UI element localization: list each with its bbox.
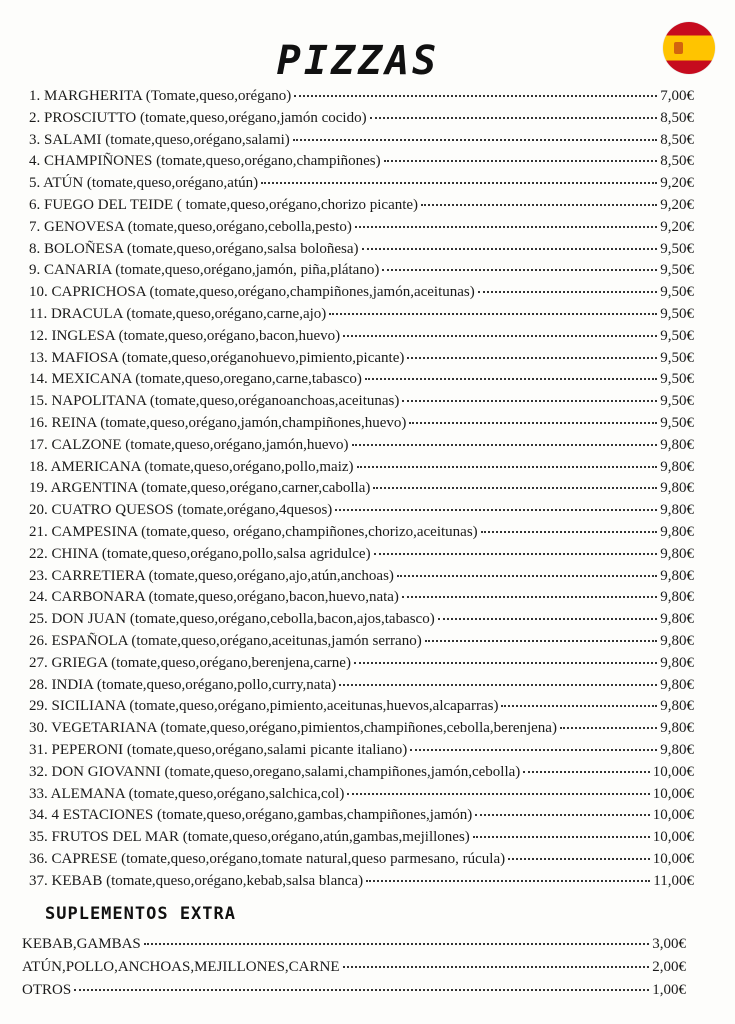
item-price: 10,00€ (652, 807, 694, 824)
dot-leader (294, 95, 657, 97)
menu-item (29, 653, 694, 675)
dot-leader (366, 880, 650, 882)
dot-leader (293, 139, 657, 141)
item-label: 22. CHINA (tomate,queso,orégano,pollo,salsa agridulce) (29, 545, 371, 562)
menu-item (29, 369, 694, 391)
menu-item (29, 587, 694, 609)
item-price: 9,80€ (660, 676, 694, 693)
item-price: 10,00€ (652, 763, 694, 780)
dot-leader (508, 858, 650, 860)
dot-leader (357, 466, 658, 468)
dot-leader (481, 531, 658, 533)
menu-item (29, 696, 694, 718)
item-price: 10,00€ (652, 785, 694, 802)
item-price: 9,80€ (660, 567, 694, 584)
item-label: 17. CALZONE (tomate,queso,orégano,jamón,huevo) (29, 436, 349, 453)
item-label: ATÚN,POLLO,ANCHOAS,MEJILLONES,CARNE (22, 959, 340, 975)
item-price: 1,00€ (652, 982, 686, 998)
item-label: 1. MARGHERITA (Tomate,queso,orégano) (29, 88, 292, 104)
dot-leader (409, 422, 657, 424)
spain-flag-icon (663, 22, 715, 74)
menu-item (29, 675, 694, 697)
dot-leader (438, 618, 658, 620)
menu-item (29, 762, 694, 784)
menu-item (29, 827, 694, 849)
item-label: 33. ALEMANA (tomate,queso,orégano,salchica,col) (29, 785, 345, 802)
supplements-heading: SUPLEMENTOS EXTRA (45, 904, 236, 924)
item-label: 30. VEGETARIANA (tomate,queso,orégano,pimientos,champiñones,cebolla,berenjena) (29, 720, 557, 737)
item-price: 9,50€ (660, 414, 694, 431)
menu-item (29, 86, 694, 108)
item-price: 9,80€ (660, 741, 694, 758)
item-label: 31. PEPERONI (tomate,queso,orégano,salami picante italiano) (29, 741, 408, 758)
item-label: 23. CARRETIERA (tomate,queso,orégano,ajo,atún,anchoas) (29, 567, 394, 584)
item-price: 9,80€ (660, 654, 694, 671)
item-price: 9,50€ (660, 284, 694, 301)
dot-leader (354, 662, 657, 664)
dot-leader (478, 291, 657, 293)
item-label: 36. CAPRESE (tomate,queso,orégano,tomate natural,queso parmesano, rúcula) (29, 850, 506, 867)
dot-leader (374, 553, 658, 555)
menu-item (22, 956, 686, 979)
dot-leader (370, 117, 658, 119)
item-price: 9,80€ (660, 698, 694, 715)
item-price: 8,50€ (660, 131, 694, 148)
dot-leader (402, 596, 657, 598)
menu-item (29, 849, 694, 871)
dot-leader (343, 966, 650, 968)
menu-item (29, 566, 694, 588)
item-label: 27. GRIEGA (tomate,queso,orégano,berenjena,carne) (29, 654, 351, 671)
dot-leader (410, 749, 657, 751)
item-price: 9,80€ (660, 436, 694, 453)
menu-item (29, 805, 694, 827)
item-price: 9,80€ (660, 523, 694, 540)
item-price: 10,00€ (652, 829, 694, 846)
dot-leader (384, 160, 658, 162)
item-label: 20. CUATRO QUESOS (tomate,orégano,4quesos) (29, 502, 333, 519)
dot-leader (421, 204, 657, 206)
item-label: 14. MEXICANA (tomate,queso,oregano,carne,tabasco) (29, 371, 362, 388)
dot-leader (560, 727, 657, 729)
item-price: 9,80€ (660, 611, 694, 628)
item-label: OTROS (22, 982, 72, 998)
item-label: 7. GENOVESA (tomate,queso,orégano,cebolla,pesto) (29, 218, 352, 235)
item-label: 29. SICILIANA (tomate,queso,orégano,pimiento,aceitunas,huevos,alcaparras) (29, 698, 499, 715)
dot-leader (473, 836, 650, 838)
menu-item (29, 173, 694, 195)
dot-leader (74, 989, 649, 991)
item-price: 9,20€ (660, 218, 694, 235)
item-label: 9. CANARIA (tomate,queso,orégano,jamón, piña,plátano) (29, 262, 380, 279)
menu-item (29, 130, 694, 152)
pizza-list (29, 86, 694, 892)
item-price: 9,20€ (660, 196, 694, 213)
menu-item (29, 108, 694, 130)
dot-leader (144, 943, 649, 945)
item-label: 25. DON JUAN (tomate,queso,orégano,cebolla,bacon,ajos,tabasco) (29, 611, 435, 628)
menu-item (29, 348, 694, 370)
item-price: 9,50€ (660, 262, 694, 279)
menu-item (29, 718, 694, 740)
item-price: 9,80€ (660, 720, 694, 737)
menu-item (29, 740, 694, 762)
item-label: 10. CAPRICHOSA (tomate,queso,orégano,champiñones,jamón,aceitunas) (29, 284, 475, 301)
menu-item (29, 478, 694, 500)
dot-leader (329, 313, 657, 315)
dot-leader (382, 269, 657, 271)
item-price: 9,80€ (660, 589, 694, 606)
item-price: 9,80€ (660, 632, 694, 649)
dot-leader (355, 226, 657, 228)
item-label: 11. DRACULA (tomate,queso,orégano,carne,ajo) (29, 305, 327, 322)
dot-leader (343, 335, 657, 337)
menu-item (29, 784, 694, 806)
page-title: PIZZAS (276, 38, 440, 84)
item-price: 8,50€ (660, 109, 694, 126)
item-label: 26. ESPAÑOLA (tomate,queso,orégano,aceitunas,jamón serrano) (29, 632, 422, 649)
item-label: 19. ARGENTINA (tomate,queso,orégano,carner,cabolla) (29, 480, 371, 497)
item-price: 11,00€ (653, 872, 694, 889)
item-label: 12. INGLESA (tomate,queso,orégano,bacon,huevo) (29, 327, 341, 344)
item-label: 8. BOLOÑESA (tomate,queso,orégano,salsa boloñesa) (29, 240, 359, 257)
menu-item (29, 871, 694, 893)
supplements-list (22, 933, 686, 1002)
menu-item (29, 500, 694, 522)
item-price: 9,50€ (660, 371, 694, 388)
item-price: 9,50€ (660, 305, 694, 322)
item-label: 34. 4 ESTACIONES (tomate,queso,orégano,gambas,champiñones,jamón) (29, 807, 473, 824)
item-label: 35. FRUTOS DEL MAR (tomate,queso,orégano,atún,gambas,mejillones) (29, 829, 470, 846)
menu-item (29, 326, 694, 348)
dot-leader (335, 509, 657, 511)
item-label: 15. NAPOLITANA (tomate,queso,oréganoanchoas,aceitunas) (29, 393, 400, 410)
dot-leader (362, 248, 658, 250)
menu-item (29, 151, 694, 173)
item-price: 9,80€ (660, 480, 694, 497)
dot-leader (523, 771, 649, 773)
dot-leader (339, 684, 657, 686)
dot-leader (475, 814, 649, 816)
dot-leader (425, 640, 658, 642)
item-label: 13. MAFIOSA (tomate,queso,oréganohuevo,pimiento,picante) (29, 349, 405, 366)
item-label: 3. SALAMI (tomate,queso,orégano,salami) (29, 131, 290, 148)
dot-leader (402, 400, 657, 402)
menu-item (22, 979, 686, 1002)
item-price: 9,50€ (660, 349, 694, 366)
item-price: 9,50€ (660, 327, 694, 344)
dot-leader (407, 357, 657, 359)
menu-item (29, 457, 694, 479)
dot-leader (397, 575, 657, 577)
menu-item (29, 413, 694, 435)
menu-item (29, 609, 694, 631)
menu-item (29, 304, 694, 326)
menu-item (29, 239, 694, 261)
item-label: 18. AMERICANA (tomate,queso,orégano,pollo,maiz) (29, 458, 354, 475)
item-label: 28. INDIA (tomate,queso,orégano,pollo,curry,nata) (29, 676, 337, 693)
item-label: 6. FUEGO DEL TEIDE ( tomate,queso,orégano,chorizo picante) (29, 196, 419, 213)
item-price: 9,80€ (660, 545, 694, 562)
item-price: 2,00€ (652, 959, 686, 975)
dot-leader (373, 487, 657, 489)
item-price: 7,00€ (660, 88, 694, 104)
item-label: 21. CAMPESINA (tomate,queso, orégano,champiñones,chorizo,aceitunas) (29, 523, 478, 540)
item-label: 24. CARBONARA (tomate,queso,orégano,bacon,huevo,nata) (29, 589, 399, 606)
menu-item (29, 282, 694, 304)
dot-leader (261, 182, 657, 184)
item-price: 9,50€ (660, 393, 694, 410)
menu-item (29, 217, 694, 239)
crest-icon (674, 42, 683, 54)
item-label: 32. DON GIOVANNI (tomate,queso,oregano,salami,champiñones,jamón,cebolla) (29, 763, 521, 780)
menu-item (29, 391, 694, 413)
item-label: KEBAB,GAMBAS (22, 936, 141, 952)
item-price: 9,50€ (660, 240, 694, 257)
dot-leader (365, 378, 657, 380)
item-price: 9,80€ (660, 502, 694, 519)
dot-leader (347, 793, 649, 795)
item-price: 10,00€ (652, 850, 694, 867)
menu-item (29, 195, 694, 217)
menu-item (29, 522, 694, 544)
dot-leader (501, 705, 657, 707)
menu-item (29, 260, 694, 282)
menu-item (29, 544, 694, 566)
dot-leader (352, 444, 658, 446)
item-price: 3,00€ (652, 936, 686, 952)
menu-item (29, 631, 694, 653)
item-label: 37. KEBAB (tomate,queso,orégano,kebab,salsa blanca) (29, 872, 364, 889)
item-label: 2. PROSCIUTTO (tomate,queso,orégano,jamón cocido) (29, 109, 367, 126)
item-label: 16. REINA (tomate,queso,orégano,jamón,champiñones,huevo) (29, 414, 407, 431)
menu-item (29, 435, 694, 457)
item-price: 8,50€ (660, 153, 694, 170)
item-price: 9,80€ (660, 458, 694, 475)
item-price: 9,20€ (660, 175, 694, 192)
item-label: 5. ATÚN (tomate,queso,orégano,atún) (29, 175, 259, 192)
item-label: 4. CHAMPIÑONES (tomate,queso,orégano,champiñones) (29, 153, 381, 170)
menu-item (22, 933, 686, 956)
